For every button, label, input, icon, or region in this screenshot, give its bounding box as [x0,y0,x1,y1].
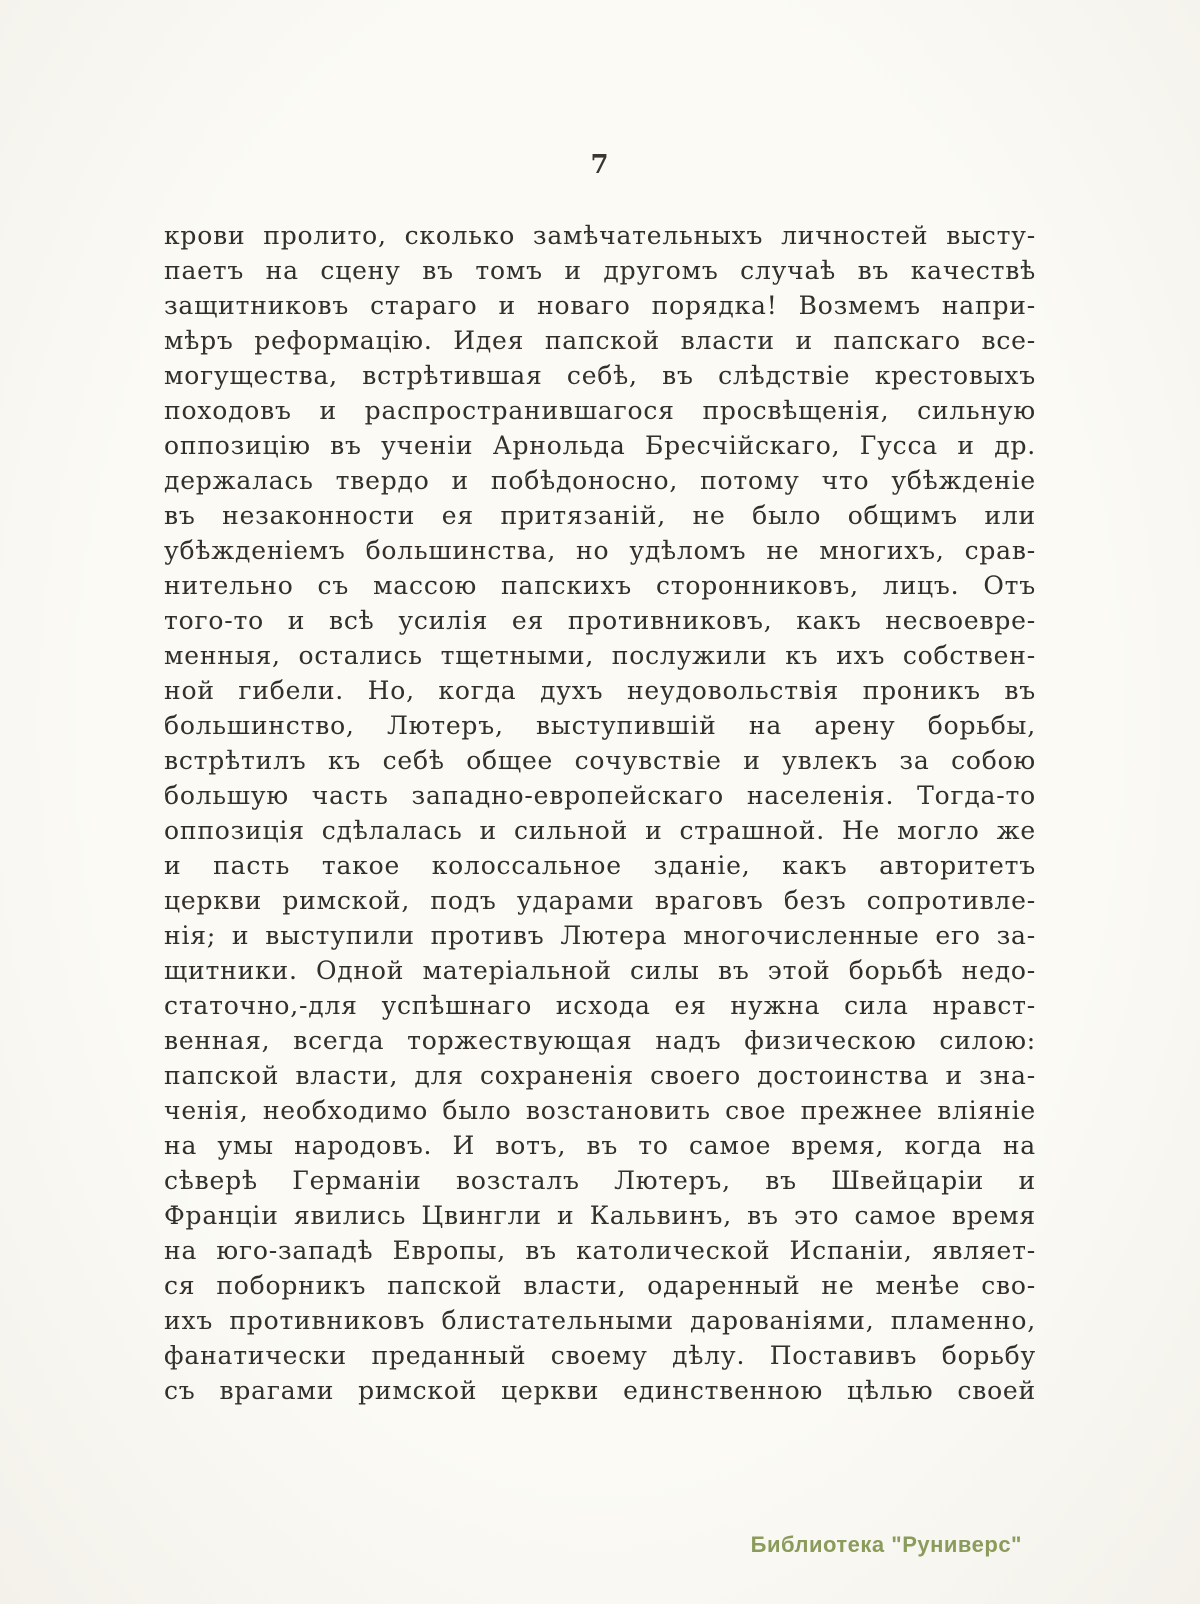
text-line: защитниковъ стараго и новаго порядка! Возмемъ напри- [164,291,1036,320]
text-line: и пасть такое колоссальное зданіе, какъ авторитетъ [164,851,1036,880]
text-line: въ незаконности ея притязаній, не было общимъ или [164,501,1036,530]
text-line: мѣръ реформацію. Идея папской власти и папскаго все- [164,326,1036,355]
text-line: оппозицію въ ученіи Арнольда Бресчійскаго, Гусса и др. [164,431,1036,460]
text-line: щитники. Одной матеріальной силы въ этой борьбѣ недо- [164,956,1036,985]
text-line: ной гибели. Но, когда духъ неудовольствія проникъ въ [164,676,1036,705]
text-line: держалась твердо и побѣдоносно, потому что убѣжденіе [164,466,1036,495]
library-watermark: Библиотека "Руниверс" [750,1532,1022,1557]
text-line: ся поборникъ папской власти, одаренный не менѣе сво- [164,1271,1036,1300]
text-line: на юго-западѣ Европы, въ католической Испаніи, являет- [164,1236,1036,1265]
text-line: статочно,-для успѣшнаго исхода ея нужна сила нравст- [164,991,1036,1020]
text-line: того-то и всѣ усилія ея противниковъ, какъ несвоевре- [164,606,1036,635]
text-line: сѣверѣ Германіи возсталъ Лютеръ, въ Швейцаріи и [164,1166,1036,1195]
text-line: ченія, необходимо было возстановить свое прежнее вліяніе [164,1096,1036,1125]
text-line: паетъ на сцену въ томъ и другомъ случаѣ въ качествѣ [164,256,1036,285]
text-line: менныя, остались тщетными, послужили къ ихъ собствен- [164,641,1036,670]
text-line: походовъ и распространившагося просвѣщенія, сильную [164,396,1036,425]
text-line: нія; и выступили противъ Лютера многочисленные его за- [164,921,1036,950]
text-line: на умы народовъ. И вотъ, въ то самое время, когда на [164,1131,1036,1160]
text-line: нительно съ массою папскихъ сторонниковъ, лицъ. Отъ [164,571,1036,600]
text-line: церкви римской, подъ ударами враговъ безъ сопротивле- [164,886,1036,915]
text-line: крови пролито, сколько замѣчательныхъ личностей высту- [164,221,1036,250]
text-line: могущества, встрѣтившая себѣ, въ слѣдствіе крестовыхъ [164,361,1036,390]
body-text [164,218,1036,1408]
text-line: убѣжденіемъ большинства, но удѣломъ не многихъ, срав- [164,536,1036,565]
page-number: 7 [590,150,610,180]
text-line: венная, всегда торжествующая надъ физическою силою: [164,1026,1036,1055]
text-line: съ врагами римской церкви единственною цѣлью своей [164,1376,1036,1405]
text-line: оппозиція сдѣлалась и сильной и страшной. Не могло же [164,816,1036,845]
text-line: Франціи явились Цвингли и Кальвинъ, въ это самое время [164,1201,1036,1230]
text-line: папской власти, для сохраненія своего достоинства и зна- [164,1061,1036,1090]
text-line: встрѣтилъ къ себѣ общее сочувствіе и увлекъ за собою [164,746,1036,775]
text-line: большую часть западно-европейскаго населенія. Тогда-то [164,781,1036,810]
text-line: ихъ противниковъ блистательными дарованіями, пламенно, [164,1306,1036,1335]
text-line: большинство, Лютеръ, выступившій на арену борьбы, [164,711,1036,740]
text-line: фанатически преданный своему дѣлу. Поставивъ борьбу [164,1341,1036,1370]
